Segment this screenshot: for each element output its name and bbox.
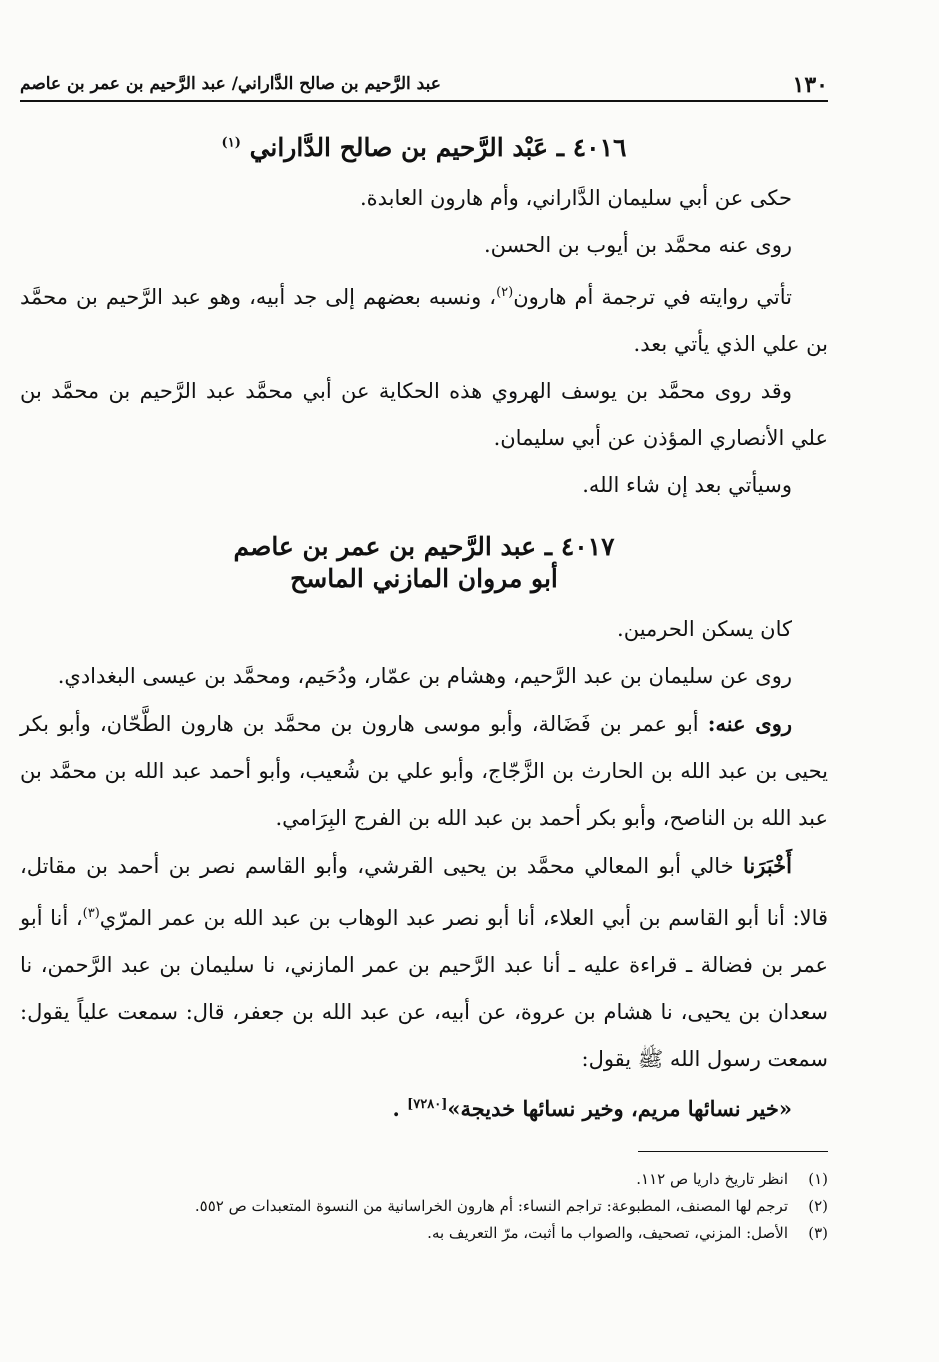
lead-word: روى عنه: xyxy=(707,710,792,736)
entry2-paragraph-2: روى عن سليمان بن عبد الرَّحيم، وهشام بن عمّار، ودُحَيم، ومحمَّد بن عيسى البغدادي. xyxy=(57,663,792,688)
entry1-paragraph-1: حكى عن أبي سليمان الدَّاراني، وأم هارون العابدة. xyxy=(359,185,792,210)
footnote-text: ترجم لها المصنف، المطبوعة: تراجم النساء: أم هارون الخراسانية من النسوة المتعبدات ص ٥٥٢. xyxy=(194,1196,788,1215)
running-title: عبد الرَّحيم بن صالح الدَّاراني/ عبد الرَّحيم بن عمر بن عاصم xyxy=(20,74,441,94)
footnote-marker: (٢) xyxy=(496,284,514,300)
footnote-divider xyxy=(638,1151,828,1152)
hadith-reference: [٧٢٨٠] xyxy=(407,1096,448,1112)
footnote-number: (١) xyxy=(808,1169,828,1188)
text-span: أبو عمر بن فَضَالة، وأبو موسى هارون بن محمَّد بن هارون الطَّحّان، وأبو بكر يحيى بن عبد الله بن الحارث بن الزَّجّاج، وأبو علي بن شُعيب، وأبو أحمد عبد الله بن محمَّد بن عبد الله بن الناصح، وأبو بكر أحمد بن عبد الله بن الفرج البِرَامي. xyxy=(20,711,828,830)
entry2-paragraph-3 xyxy=(20,700,828,842)
entry1-paragraph-5: وسيأتي بعد إن شاء الله. xyxy=(582,472,792,497)
text-span: ، أنا أبو عمر بن فضالة ـ قراءة عليه ـ أنا عبد الرَّحيم بن عمر المازني، نا سليمان بن عبد الرَّحمن، نا سعدان بن يحيى، نا هشام بن عروة، عن أبيه، عن عبد الله بن جعفر، قال: سمعت علياً يقول: سمعت رسول الله ﷺ يقول: xyxy=(20,905,828,1071)
page-number: ١٣٠ xyxy=(792,72,828,98)
footnote-marker: (١) xyxy=(221,135,241,151)
book-page xyxy=(20,70,828,1350)
entry1-paragraph-3 xyxy=(20,269,828,368)
footnote-number: (٣) xyxy=(808,1223,828,1242)
footnote xyxy=(20,1193,828,1220)
footnotes xyxy=(20,1166,828,1247)
footnote-text: انظر تاريخ داريا ص ١١٢. xyxy=(636,1169,788,1188)
footnote-number: (٢) xyxy=(808,1196,828,1215)
text-span: تأتي روايته في ترجمة أم هارون xyxy=(513,284,792,309)
lead-word: أَخْبَرَنا xyxy=(743,852,792,878)
entry-title-line-1: ٤٠١٧ ـ عبد الرَّحيم بن عمر بن عاصم xyxy=(233,531,615,561)
entry-title-text: ٤٠١٦ ـ عَبْد الرَّحيم بن صالح الدَّاراني xyxy=(249,133,627,162)
footnote xyxy=(20,1220,828,1247)
entry1-paragraph-2: روى عنه محمَّد بن أيوب بن الحسن. xyxy=(483,232,792,257)
entry2-paragraph-1: كان يسكن الحرمين. xyxy=(617,616,792,641)
entry-title-line-2: أبو مروان المازني الماسح xyxy=(290,564,558,593)
hadith-quote: «خير نسائها مريم، وخير نسائها خديجة» xyxy=(447,1095,792,1121)
footnote-text: الأصل: المزني، تصحيف، والصواب ما أثبت، مرّ التعريف به. xyxy=(427,1223,788,1242)
entry1-paragraph-4: وقد روى محمَّد بن يوسف الهروي هذه الحكاية عن أبي محمَّد عبد الرَّحيم بن محمَّد بن علي الأنصاري المؤذن عن أبي سليمان. xyxy=(20,378,828,450)
text-span: ، ونسبه بعضهم إلى جد أبيه، وهو عبد الرَّحيم بن محمَّد بن علي الذي يأتي بعد. xyxy=(20,284,828,356)
footnote-marker: (٣) xyxy=(82,905,100,921)
page-header xyxy=(20,70,828,102)
entry-title-4016 xyxy=(20,132,828,165)
footnote xyxy=(20,1166,828,1193)
text-span: خالي أبو المعالي محمَّد بن يحيى القرشي، وأبو القاسم نصر بن أحمد بن مقاتل، قالا: أنا أبو القاسم بن أبي العلاء، أنا أبو نصر عبد الوهاب بن عبد الله بن عمر المرّي xyxy=(20,853,829,930)
entry-title-4017 xyxy=(20,531,828,596)
entry2-paragraph-4 xyxy=(20,842,828,1083)
hadith-text: «خير نسائها مريم، وخير نسائها خديجة»[٧٢٨٠] . xyxy=(392,1095,792,1121)
